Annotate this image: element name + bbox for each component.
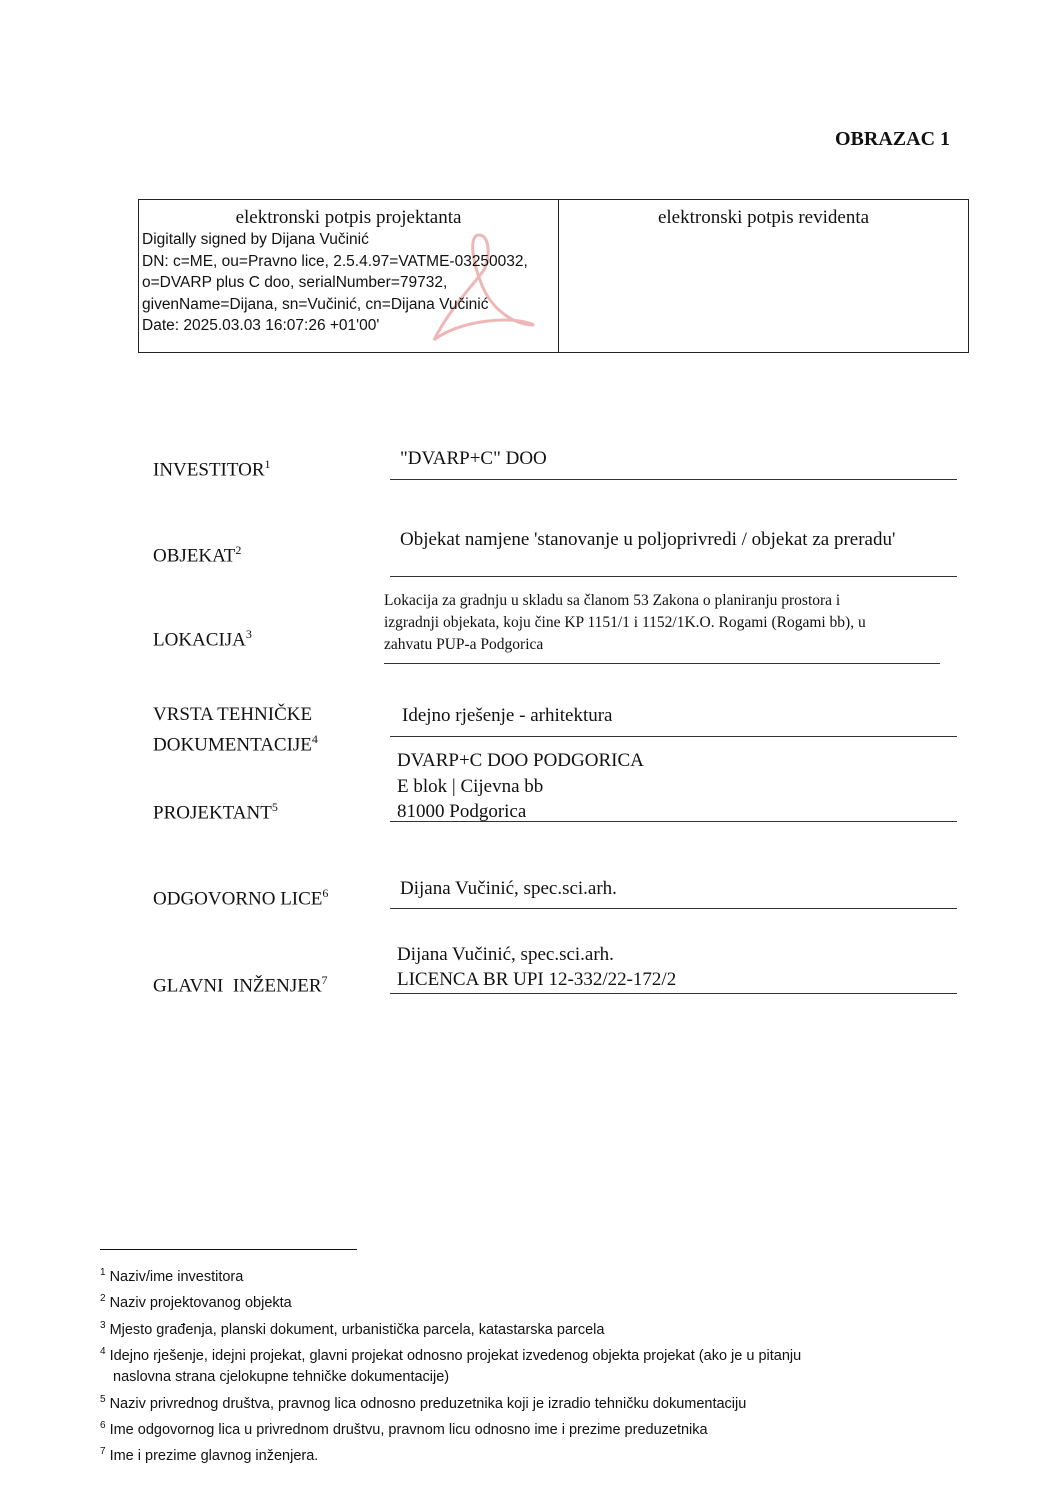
digital-signature-details <box>139 229 558 337</box>
projektant-underline <box>390 821 957 822</box>
signature-table <box>138 199 969 353</box>
signature-line: Date: 2025.03.03 16:07:26 +01'00' <box>142 317 380 334</box>
footnote: $^4$ Idejno rješenje, idejni projekat, glavni projekat odnosno projekat izvedenog objekta projekat (ako je u pitanju <box>100 1345 802 1364</box>
objekat-label: OBJEKAT$^2$ <box>153 543 242 567</box>
glavni-inzenjer-underline <box>390 993 957 994</box>
lokacija-line: Lokacija za gradnju u skladu sa članom 53 Zakona o planiranju prostora i <box>384 592 841 609</box>
vrsta-label <box>153 702 318 757</box>
vrsta-underline <box>390 736 957 737</box>
signature-line: Digitally signed by Dijana Vučinić <box>142 231 369 248</box>
vrsta-label-line: VRSTA TEHNIČKE <box>153 704 313 725</box>
form-title: OBRAZAC 1 <box>835 128 951 150</box>
odgovorno-lice-label: ODGOVORNO LICE$^6$ <box>153 886 329 910</box>
odgovorno-lice-underline <box>390 908 957 909</box>
footnote: $^7$ Ime i prezime glavnog inženjera. <box>100 1446 319 1465</box>
designer-signature-header: elektronski potpis projektanta <box>235 207 462 228</box>
reviewer-signature-header: elektronski potpis revidenta <box>657 207 870 228</box>
projektant-line: DVARP+C DOO PODGORICA <box>397 750 644 771</box>
projektant-line: E blok | Cijevna bb <box>397 775 544 797</box>
projektant-line: 81000 Podgorica <box>397 801 527 822</box>
lokacija-value <box>384 590 866 656</box>
signature-line: givenName=Dijana, sn=Vučinić, cn=Dijana Vučinić <box>142 295 489 313</box>
glavni-inzenjer-label: GLAVNI INŽENJER$^7$ <box>153 973 328 997</box>
reviewer-signature-cell[interactable] <box>559 200 968 352</box>
signature-line: DN: c=ME, ou=Pravno lice, 2.5.4.97=VATME-03250032, <box>142 252 528 270</box>
footnote: $^6$ Ime odgovornog lica u privrednom društvu, pravnom licu odnosno ime i prezime preduzetnika <box>100 1420 708 1438</box>
footnote-separator <box>100 1249 357 1250</box>
odgovorno-lice-value: Dijana Vučinić, spec.sci.arh. <box>400 878 617 899</box>
footnote: $^5$ Naziv privrednog društva, pravnog lica odnosno preduzetnika koji je izradio tehničku dokumentaciju <box>100 1393 747 1412</box>
footnotes <box>100 1262 801 1468</box>
glavni-inzenjer-value <box>397 942 676 992</box>
designer-signature-cell[interactable] <box>139 200 559 352</box>
investitor-value: "DVARP+C" DOO <box>400 448 547 469</box>
lokacija-label: LOKACIJA$^3$ <box>153 627 252 651</box>
lokacija-line: zahvatu PUP-a Podgorica <box>384 636 544 653</box>
investitor-label: INVESTITOR$^1$ <box>153 457 271 481</box>
footnote: $^2$ Naziv projektovanog objekta <box>100 1293 292 1312</box>
objekat-underline <box>390 576 957 577</box>
footnote: $^1$ Naziv/ime investitora <box>100 1267 244 1285</box>
investitor-underline <box>390 479 957 480</box>
footnote-continuation: naslovna strana cjelokupne tehničke dokumentacije) <box>113 1369 450 1386</box>
lokacija-underline <box>384 663 940 664</box>
projektant-value <box>397 748 644 825</box>
vrsta-value: Idejno rješenje - arhitektura <box>402 705 613 726</box>
signature-line: o=DVARP plus C doo, serialNumber=79732, <box>142 274 448 291</box>
glavni-inzenjer-line: LICENCA BR UPI 12-332/22-172/2 <box>397 969 677 990</box>
vrsta-label-line: DOKUMENTACIJE$^4$ <box>153 732 318 756</box>
projektant-label: PROJEKTANT$^5$ <box>153 800 278 824</box>
footnote: $^3$ Mjesto građenja, planski dokument, urbanistička parcela, katastarska parcela <box>100 1319 605 1338</box>
lokacija-line: izgradnji objekata, koju čine KP 1151/1 i 1152/1K.O. Rogami (Rogami bb), u <box>384 614 866 631</box>
glavni-inzenjer-line: Dijana Vučinić, spec.sci.arh. <box>397 944 614 965</box>
objekat-value: Objekat namjene 'stanovanje u poljoprivredi / objekat za preradu' <box>400 529 896 550</box>
